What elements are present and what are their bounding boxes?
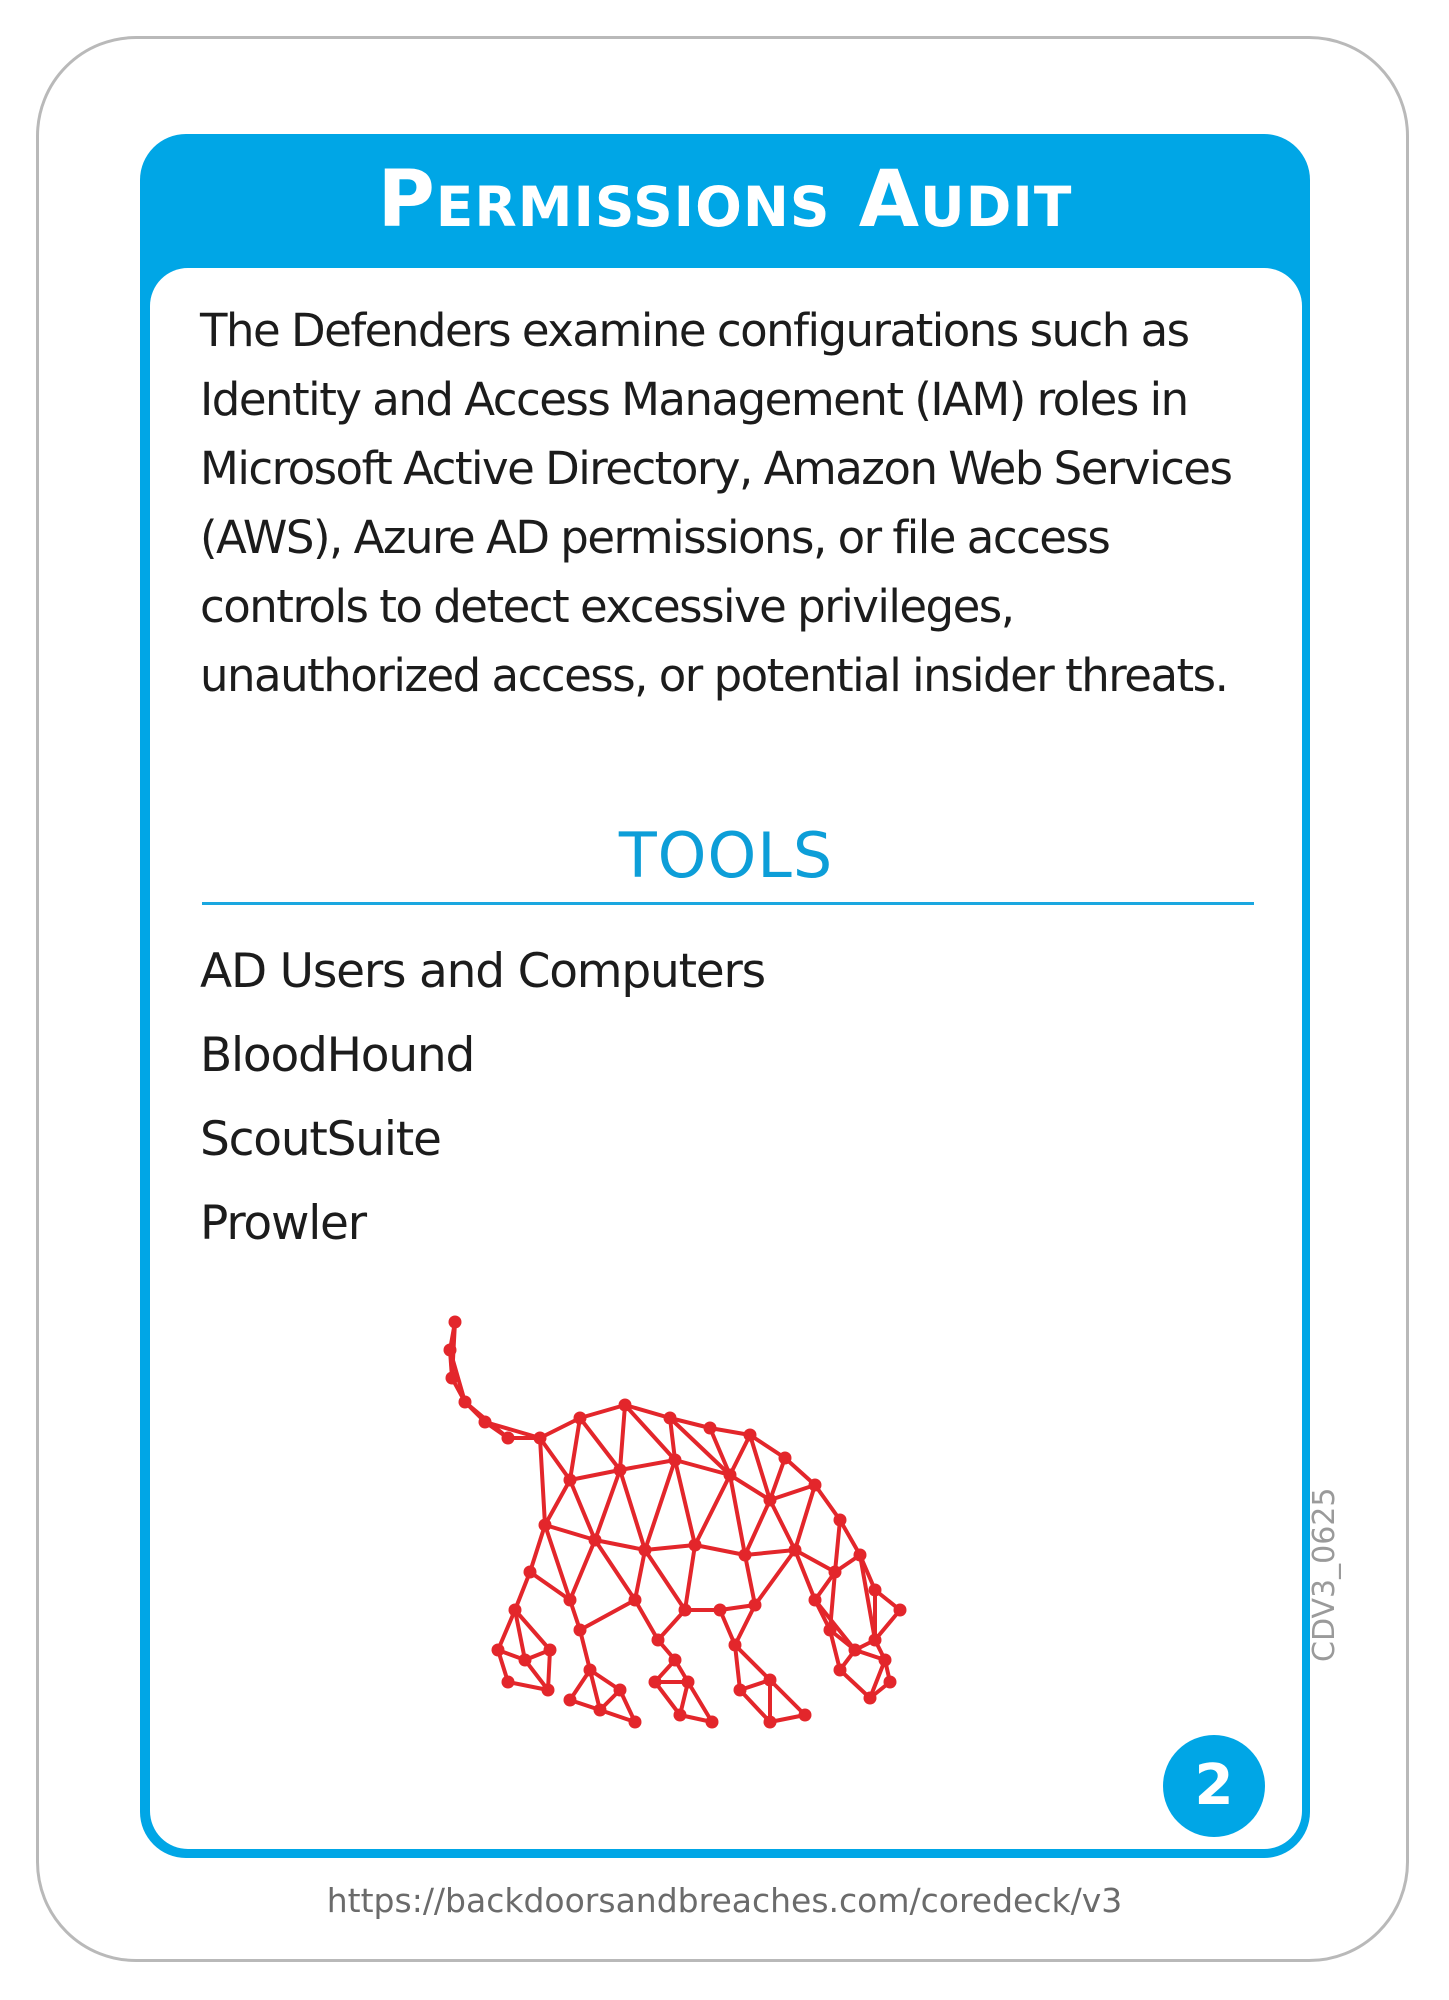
hound-node	[809, 1479, 822, 1492]
tool-item: ScoutSuite	[200, 1112, 441, 1167]
hound-edge	[595, 1540, 635, 1600]
hound-node	[869, 1584, 882, 1597]
tool-item: AD Users and Computers	[200, 944, 765, 999]
hound-edge	[620, 1460, 675, 1470]
hound-node	[479, 1416, 492, 1429]
hound-node	[544, 1644, 557, 1657]
hound-node	[706, 1716, 719, 1729]
hound-node	[729, 1639, 742, 1652]
hound-node	[664, 1412, 677, 1425]
card-description: The Defenders examine configurations such as Identity and Access Management (IAM) roles in Microsoft Active Directory, Amazon Web Services (AWS), Azure AD permissions, or file access controls to detect excessive privileges, unauthorized access, or potential insider threats.	[200, 304, 1232, 702]
hound-edge	[770, 1680, 805, 1715]
hound-edge	[620, 1470, 645, 1550]
hound-node	[539, 1519, 552, 1532]
hound-node	[444, 1344, 457, 1357]
hound-edge	[745, 1500, 770, 1555]
hound-edge	[675, 1460, 695, 1545]
hound-node	[669, 1454, 682, 1467]
hound-node	[564, 1694, 577, 1707]
hound-node	[869, 1634, 882, 1647]
hound-node	[459, 1396, 472, 1409]
hound-node	[689, 1539, 702, 1552]
hound-edge	[530, 1525, 545, 1572]
hound-node	[749, 1599, 762, 1612]
hound-node	[614, 1684, 627, 1697]
hound-edge	[540, 1418, 580, 1438]
hound-node	[879, 1654, 892, 1667]
hound-node	[764, 1674, 777, 1687]
hound-node	[864, 1692, 877, 1705]
hound-node	[834, 1514, 847, 1527]
hound-node	[674, 1709, 687, 1722]
hound-edge	[570, 1480, 595, 1540]
hound-node	[542, 1684, 555, 1697]
hound-node	[799, 1709, 812, 1722]
hound-node	[824, 1624, 837, 1637]
hound-edge	[740, 1690, 770, 1722]
hound-edge	[545, 1480, 570, 1525]
card-url: https://backdoorsandbreaches.com/coredeck/v3	[326, 1881, 1123, 1920]
hound-node	[564, 1474, 577, 1487]
hound-node	[884, 1676, 897, 1689]
hound-edge	[498, 1610, 515, 1650]
hound-edge	[545, 1525, 570, 1600]
hound-edge	[620, 1405, 625, 1470]
hound-node	[449, 1316, 462, 1329]
hound-node	[744, 1429, 757, 1442]
card-title: Permissions Audit	[377, 155, 1073, 245]
hound-node	[849, 1644, 862, 1657]
hound-edge	[770, 1485, 815, 1500]
card-code: CDV3_0625	[1307, 1487, 1342, 1662]
hound-node	[589, 1534, 602, 1547]
hound-node	[894, 1604, 907, 1617]
hound-node	[584, 1664, 597, 1677]
hound-node	[524, 1566, 537, 1579]
tools-divider	[202, 902, 1254, 905]
hound-edge	[580, 1600, 635, 1630]
hound-node	[534, 1432, 547, 1445]
hound-node	[564, 1594, 577, 1607]
hound-node	[669, 1654, 682, 1667]
hound-edge	[540, 1438, 545, 1525]
hound-node	[789, 1544, 802, 1557]
hound-node	[519, 1654, 532, 1667]
card-number-badge: 2	[1163, 1735, 1265, 1837]
hound-edge	[695, 1545, 745, 1555]
hound-edge	[645, 1545, 695, 1550]
hound-edge	[540, 1438, 570, 1480]
hound-edge	[635, 1550, 645, 1600]
hound-node	[809, 1594, 822, 1607]
hound-node	[779, 1452, 792, 1465]
hound-node	[614, 1464, 627, 1477]
hound-node	[446, 1372, 459, 1385]
hound-edge	[745, 1550, 795, 1555]
hound-edge	[745, 1555, 755, 1605]
hound-node	[502, 1676, 515, 1689]
hound-node	[574, 1624, 587, 1637]
hound-edge	[730, 1435, 750, 1475]
tool-item: Prowler	[200, 1196, 366, 1251]
hound-edge	[795, 1485, 815, 1550]
hound-edge	[695, 1475, 730, 1545]
hound-node	[739, 1549, 752, 1562]
hound-edge	[645, 1550, 685, 1610]
hound-node	[509, 1604, 522, 1617]
hound-node	[629, 1594, 642, 1607]
hound-edge	[645, 1460, 675, 1550]
hound-edge	[730, 1475, 745, 1555]
hound-node	[594, 1704, 607, 1717]
bloodhound-network-icon	[430, 1310, 1030, 1770]
hound-edge	[580, 1405, 625, 1418]
hound-edge	[570, 1418, 580, 1480]
hound-node	[492, 1644, 505, 1657]
tool-item: BloodHound	[200, 1028, 475, 1083]
hound-node	[704, 1422, 717, 1435]
hound-edge	[735, 1605, 755, 1645]
hound-edge	[595, 1470, 620, 1540]
hound-edge	[835, 1520, 840, 1572]
hound-edge	[685, 1545, 695, 1610]
hound-node	[679, 1604, 692, 1617]
hound-edge	[580, 1418, 620, 1470]
tools-list	[200, 930, 765, 1266]
hound-node	[502, 1432, 515, 1445]
hound-node	[639, 1544, 652, 1557]
hound-edge	[570, 1540, 595, 1600]
hound-node	[834, 1664, 847, 1677]
hound-node	[619, 1399, 632, 1412]
hound-node	[764, 1716, 777, 1729]
hound-edge	[755, 1550, 795, 1605]
tools-heading: TOOLS	[618, 819, 834, 892]
hound-node	[649, 1676, 662, 1689]
hound-edge	[545, 1525, 595, 1540]
hound-node	[734, 1684, 747, 1697]
hound-node	[629, 1716, 642, 1729]
hound-edge	[635, 1600, 658, 1640]
hound-node	[724, 1469, 737, 1482]
hound-edge	[570, 1470, 620, 1480]
hound-node	[574, 1412, 587, 1425]
hound-node	[714, 1604, 727, 1617]
hound-node	[854, 1549, 867, 1562]
hound-node	[682, 1676, 695, 1689]
hound-node	[829, 1566, 842, 1579]
hound-edge	[770, 1500, 795, 1550]
hound-node	[652, 1634, 665, 1647]
hound-node	[764, 1494, 777, 1507]
